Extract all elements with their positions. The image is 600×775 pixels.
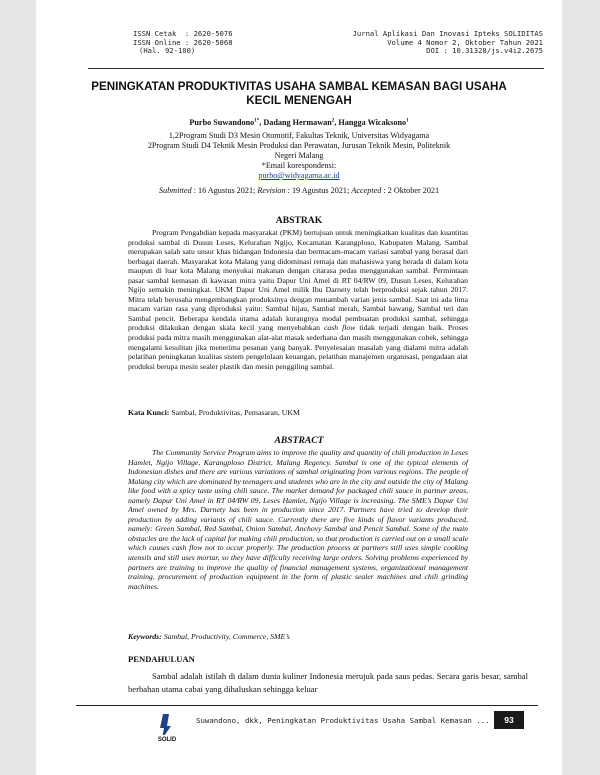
soliditas-logo xyxy=(154,712,180,742)
page-range: (Hal. 92-100) xyxy=(139,46,196,56)
journal-page xyxy=(36,0,562,775)
abstract-body: The Community Service Program aims to improve the quality and quantity of chili production in Leses Hamlet, Ngijo Village, Karangploso District, Malang Regency. Sambal is one of the typical elements of Indonesian dishes and there are various variations of sambal originating from various regions. The people of Malang city which are dominated by teenagers and students who are in the city and outside the city of Malang like food with a spicy taste using chili sauce. The market demand for packaged chili sauce in partner areas, namely Dapur Uni Amel in RT 04/RW 09, Leses Hamlet, Ngijo Village is increasing. The SME’s Dapur Uni Amel owned by Mrs. Darnety has been in production since 2017. Partners have tried to develop their production by adding variants of chili sauce. Currently there are five kinds of flavor variants produced, namely: Green Sambal, Red Sambal, Onion Sambal, Anchovy Sambal and Pencit Sambal. Some of the main obstacles are the lack of capital for making chili production, so that production is carried out on a small scale which causes cash flow not to occur properly. The production process at partners still uses simple cooking utensils and still uses mortar, so they have difficulty receiving large orders. Solving problems experienced by partners are training to improve the quality of financial management systems, organizational management training, procurement of production equipment in the form of plastic sealer machines and chili grinding machines. xyxy=(128,448,468,591)
header-left xyxy=(133,30,233,56)
affiliations xyxy=(106,131,492,181)
kata-kunci: Kata Kunci: Sambal, Produktivitas, Pemasaran, UKM xyxy=(128,408,300,417)
logo-text: SOLID xyxy=(157,737,177,742)
paper-title: PENINGKATAN PRODUKTIVITAS USAHA SAMBAL KEMASAN BAGI USAHA KECIL MENENGAH xyxy=(91,80,507,107)
abstrak-body: Program Pengabdian kepada masyarakat (PKM) bertujuan untuk meningkatkan kualitas dan kuantitas produksi sambal di Dusun Leses, Kelurahan Ngijo, Kecamatan Karangploso, Kabupaten Malang. Sambal merupakan salah satu unsur khas hidangan Indonesia dan bermacam-macam variasi sambal yang berasal dari berbagai daerah. Masyarakat kota Malang yang didominasi remaja dan mahasiswa yang berada di dalam kota maupun di luar kota Malang menyukai makanan dengan citarasa pedas menggunakan sambal. Permintaan pasar sambal kemasan di kawasan mitra yaitu Dapur Uni Amel di RT 04/RW 09, Dusun Leses, Kelurahan Ngijo semakin meningkat. UKM Dapur Uni Amel milik Ibu Darnety telah berproduksi sejak tahun 2017. Mitra telah berusaha mengembangkan produksinya dengan menambah varian jenis sambal. Saat ini ada lima macam varian rasa yang diproduksi yaitu: Sambal hijau, Sambal merah, Sambal bawang, Sambal teri dan Sambal pencit. Beberapa kendala utama adalah kurangnya modal pembuatan produksi sambal, sehingga produksi dilakukan dengan skala kecil yang menyebabkan cash flow tidak terjadi dengan baik. Proses produksi pada mitra masih menggunakan alat-alat masak sederhana dan masih menggunakan cobek, sehingga mengalami kesulitan jika menerima pesanan yang banyak. Penyelesaian masalah yang dialami mitra adalah pelatihan peningkatan kualitas sistem pengelolaan keuangan, pelatihan manajemen organisasi, pengadaan alat produksi berupa mesin sealer plastik dan mesin penggiling sambal. xyxy=(128,228,468,371)
abstrak-heading: ABSTRAK xyxy=(275,215,323,226)
pendahuluan-body: Sambal adalah istilah di dalam dunia kuliner Indonesia merujuk pada saus pedas. Secara garis besar, sambal berbahan utama cabai yang dihaluskan sehingga keluar xyxy=(128,671,528,694)
email-link[interactable]: purbo@widyagama.ac.id xyxy=(258,171,340,180)
running-title: Suwandono, dkk, Peningkatan Produktivitas Usaha Sambal Kemasan ... xyxy=(196,716,490,725)
author-list: Purbo Suwandono$^{1*}$, Dadang Hermawan$^2$, Hangga Wicaksono$^1$ xyxy=(189,118,409,127)
header-divider xyxy=(88,68,544,69)
affiliation-2: 2Program Studi D4 Teknik Mesin Produksi dan Perawatan, Jurusan Teknik Mesin, Politeknik xyxy=(147,141,451,150)
submission-dates: Submitted : 16 Agustus 2021; Revision : 19 Agustus 2021; Accepted : 2 Oktober 2021 xyxy=(158,186,440,195)
issn-print: ISSN Cetak : 2620-5076 xyxy=(133,29,233,38)
abstract-heading: ABSTRACT xyxy=(274,435,324,446)
affiliation-1: 1,2Program Studi D3 Mesin Otomotif, Fakultas Teknik, Universitas Widyagama xyxy=(168,131,430,140)
section-heading-pendahuluan: PENDAHULUAN xyxy=(128,654,195,664)
doi: DOI : 10.31328/js.v4i2.2675 xyxy=(426,46,543,56)
journal-volume: Volume 4 Nomor 2, Oktober Tahun 2021 xyxy=(387,37,543,47)
issn-online: ISSN Online : 2620-5068 xyxy=(133,37,233,47)
affiliation-3: Negeri Malang xyxy=(274,151,324,160)
footer-divider xyxy=(76,705,538,706)
header-right xyxy=(324,30,543,56)
journal-name: Jurnal Aplikasi Dan Inovasi Ipteks SOLIDITAS xyxy=(352,29,543,38)
keywords: Keywords: Sambal, Productivity, Commerce, SME’s xyxy=(128,632,290,641)
page-number: 93 xyxy=(494,711,524,729)
corresponding-email: *Email korespondensi: purbo@widyagama.ac.id xyxy=(106,161,492,181)
